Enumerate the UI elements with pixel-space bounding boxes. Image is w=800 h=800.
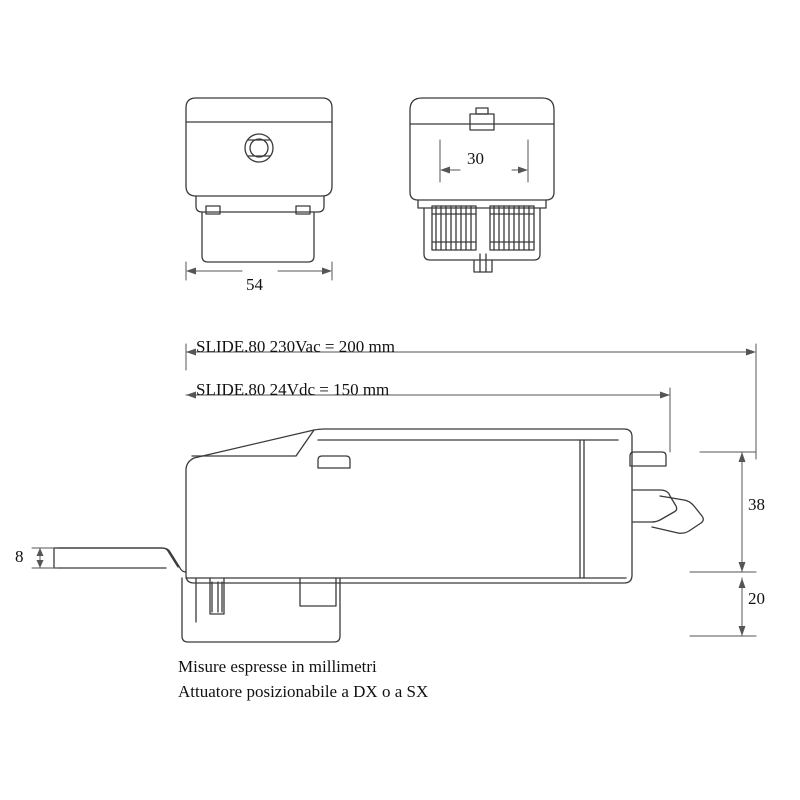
note-mounting: Attuatore posizionabile a DX o a SX bbox=[178, 682, 429, 701]
dimension-label-width-54: 54 bbox=[246, 275, 263, 294]
length-label-24vdc: SLIDE.80 24Vdc = 150 mm bbox=[196, 380, 390, 399]
dimension-label-width-30: 30 bbox=[467, 149, 484, 168]
dimension-lines bbox=[32, 140, 756, 636]
dimension-label-height-20: 20 bbox=[748, 589, 765, 608]
side-view-body bbox=[410, 98, 554, 272]
dimension-label-height-8: 8 bbox=[15, 547, 24, 566]
dimension-label-height-38: 38 bbox=[748, 495, 765, 514]
main-elevation-body bbox=[54, 429, 703, 642]
front-view-body bbox=[186, 98, 332, 262]
note-units: Misure espresse in millimetri bbox=[178, 657, 377, 676]
length-label-230vac: SLIDE.80 230Vac = 200 mm bbox=[196, 337, 395, 356]
